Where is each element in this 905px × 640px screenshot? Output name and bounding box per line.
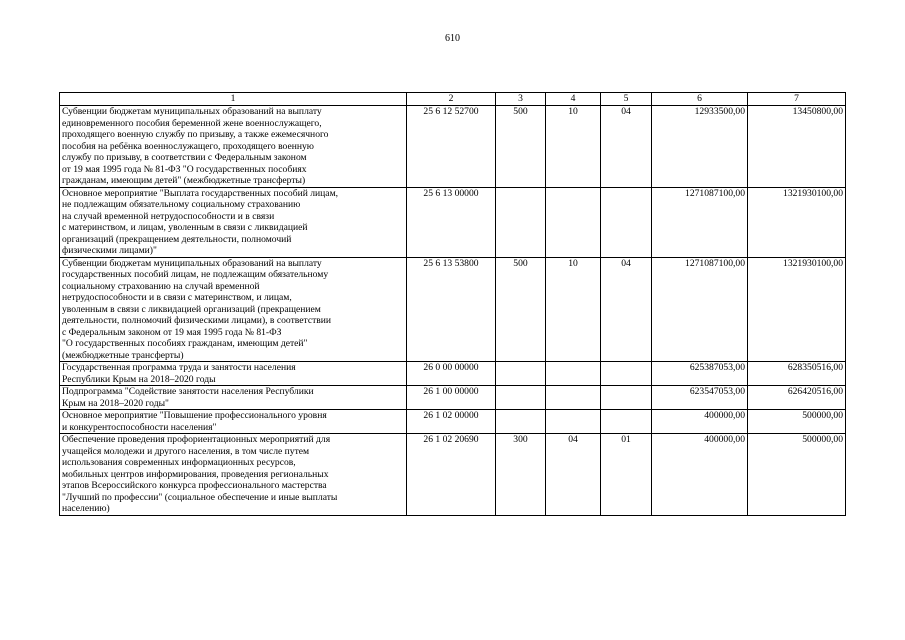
row-amount-1: 1271087100,00 [652,187,748,257]
row-c5 [601,187,652,257]
row-name: Обеспечение проведения профориентационных мероприятий для учащейся молодежи и другого населения, в том числе путем использования современных информационных ресурсов, мобильных центров информирования, проведения региональных этапов Всероссийского конкурса профессионального мастерства "Лучший по профессии" (социальное обеспечение и иные выплаты населению) [60,434,407,516]
row-name: Государственная программа труда и занятости населения Республики Крым на 2018–2020 годы [60,362,407,386]
row-c3 [496,362,546,386]
row-c3: 500 [496,257,546,362]
table-row [60,187,846,257]
row-amount-1: 623547053,00 [652,386,748,410]
column-header: 1 [60,93,407,106]
row-amount-2: 626420516,00 [748,386,846,410]
table-header-row [60,93,846,106]
row-c4 [546,362,601,386]
row-amount-2: 500000,00 [748,410,846,434]
table-row [60,410,846,434]
row-amount-2: 13450800,00 [748,106,846,188]
row-c4 [546,410,601,434]
row-name: Основное мероприятие "Выплата государственных пособий лицам, не подлежащим обязательному социальному страхованию на случай временной нетрудоспособности и в связи с материнством, и лицам, уволенным в связи с ликвидацией организаций (прекращением деятельности, полномочий физическими лицами)" [60,187,407,257]
column-header: 7 [748,93,846,106]
row-amount-1: 12933500,00 [652,106,748,188]
table-row [60,362,846,386]
column-header: 2 [407,93,496,106]
page-number: 610 [445,33,460,44]
row-amount-2: 500000,00 [748,434,846,516]
row-c5 [601,362,652,386]
row-name: Субвенции бюджетам муниципальных образований на выплату государственных пособий лицам, не подлежащим обязательному социальному страхованию на случай временной нетрудоспособности и в связи с материнством, и лицам, уволенным в связи с ликвидацией организаций (прекращением деятельности, полномочий физическими лицами), в соответствии с Федеральным законом от 19 мая 1995 года № 81-ФЗ "О государственных пособиях гражданам, имеющим детей" (межбюджетные трансферты) [60,257,407,362]
row-code: 26 1 02 20690 [407,434,496,516]
row-code: 26 1 00 00000 [407,386,496,410]
row-code: 25 6 13 00000 [407,187,496,257]
row-c5: 04 [601,106,652,188]
column-header: 4 [546,93,601,106]
row-amount-2: 1321930100,00 [748,187,846,257]
row-amount-1: 625387053,00 [652,362,748,386]
row-c4: 10 [546,106,601,188]
table-row [60,106,846,188]
row-code: 25 6 12 52700 [407,106,496,188]
row-c3: 300 [496,434,546,516]
row-c3 [496,187,546,257]
column-header: 3 [496,93,546,106]
row-c4: 10 [546,257,601,362]
row-c4 [546,386,601,410]
row-c5 [601,386,652,410]
row-code: 26 1 02 00000 [407,410,496,434]
row-name: Подпрограмма "Содействие занятости населения Республики Крым на 2018–2020 годы" [60,386,407,410]
row-c4: 04 [546,434,601,516]
row-code: 25 6 13 53800 [407,257,496,362]
row-c3 [496,410,546,434]
table-row [60,257,846,362]
row-amount-2: 628350516,00 [748,362,846,386]
row-c5 [601,410,652,434]
row-code: 26 0 00 00000 [407,362,496,386]
row-c5: 01 [601,434,652,516]
row-name: Основное мероприятие "Повышение профессионального уровня и конкурентоспособности населения" [60,410,407,434]
column-header: 5 [601,93,652,106]
row-name: Субвенции бюджетам муниципальных образований на выплату единовременного пособия беременной жене военнослужащего, проходящего военную службу по призыву, а также ежемесячного пособия на ребёнка военнослужащего, проходящего военную службу по призыву, в соответствии с Федеральным законом от 19 мая 1995 года № 81-ФЗ "О государственных пособиях гражданам, имеющим детей" (межбюджетные трансферты) [60,106,407,188]
row-amount-2: 1321930100,00 [748,257,846,362]
table-row [60,434,846,516]
row-c4 [546,187,601,257]
row-amount-1: 1271087100,00 [652,257,748,362]
column-header: 6 [652,93,748,106]
table-row [60,386,846,410]
row-amount-1: 400000,00 [652,434,748,516]
row-c3: 500 [496,106,546,188]
budget-table [59,92,846,516]
row-amount-1: 400000,00 [652,410,748,434]
row-c3 [496,386,546,410]
row-c5: 04 [601,257,652,362]
